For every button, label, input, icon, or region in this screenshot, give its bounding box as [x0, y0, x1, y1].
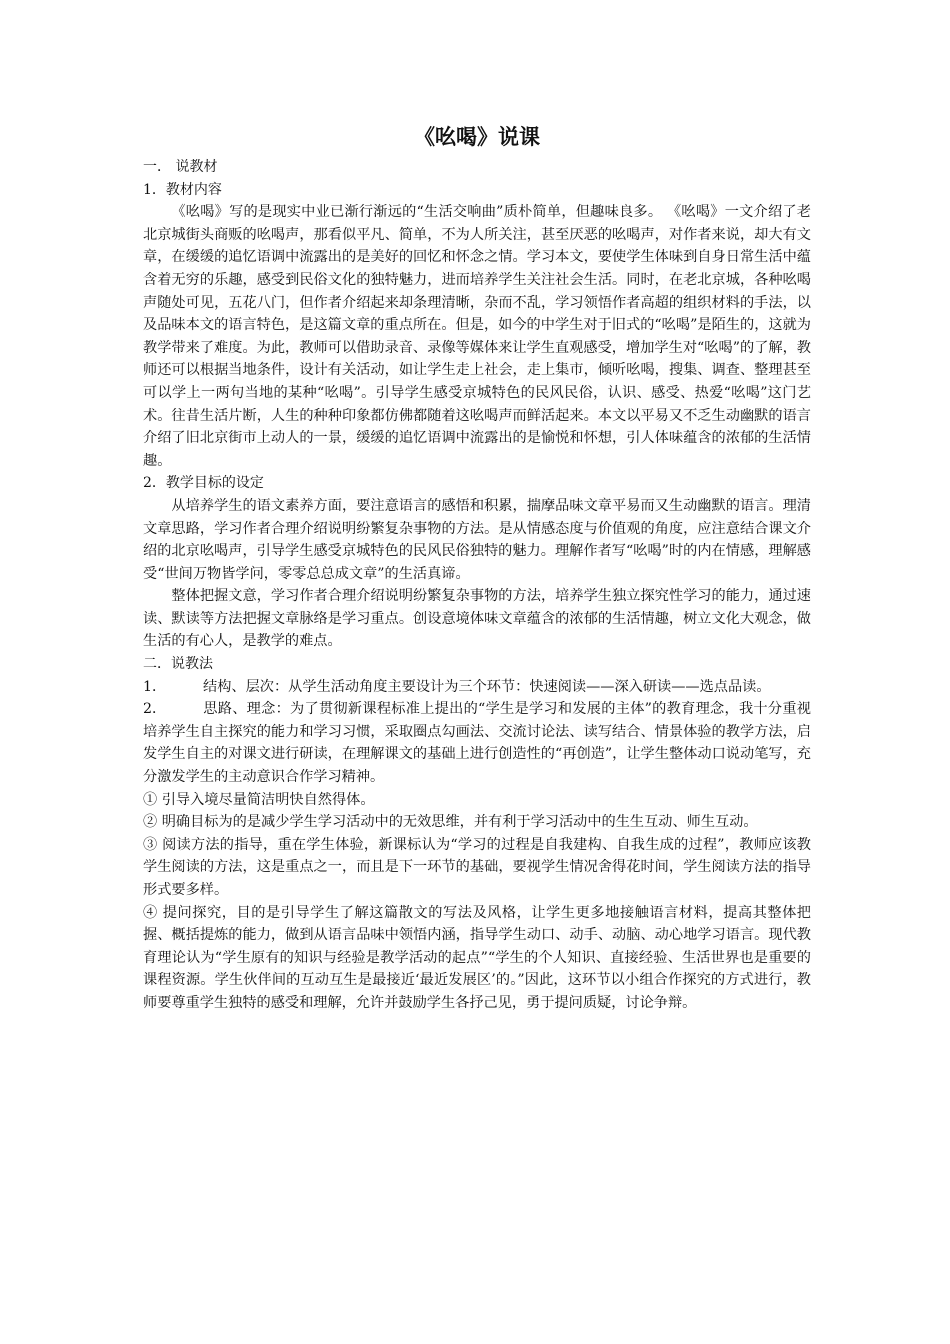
section-heading-method: 二．说教法 — [143, 656, 213, 673]
subheading-content: 1．教材内容 — [143, 181, 222, 198]
method-item-1 — [143, 676, 811, 699]
method-item-2 — [143, 698, 811, 788]
item-number: 1． — [143, 678, 167, 695]
item-text: 结构、层次：从学生活动角度主要设计为三个环节：快速阅读——深入研读——选点品读。 — [203, 678, 771, 695]
item-text: 思路、理念：为了贯彻新课程标准上提出的“学生是学习和发展的主体”的教育理念，我十分重视培养学生自主探究的能力和学习习惯，采取圈点勾画法、交流讨论法、读写结合、情景体验的教学方法，启发学生自主的对课文进行研读，在理解课文的基础上进行创造性的“再创造”，让学生整体动口说动笔写，充分激发学生的主动意识合作学习精神。 — [143, 701, 811, 786]
circled-item-4: ④ 提问探究，目的是引导学生了解这篇散文的写法及风格，让学生更多地接触语言材料，提高其整体把握、概括提炼的能力，做到从语言品味中领悟内涵，指导学生动口、动手、动脑、动心地学习语言。现代教育理论认为“学生原有的知识与经验是教学活动的起点”“学生的个人知识、直接经验、生活世界也是重要的课程资源。学生伙伴间的互动互生是最接近‘最近发展区’的。”因此，这环节以小组合作探究的方式进行，教师要尊重学生独特的感受和理解，允许并鼓励学生各抒己见，勇于提问质疑，讨论争辩。 — [143, 904, 811, 1011]
paragraph-content: 《吆喝》写的是现实中业已渐行渐远的“生活交响曲”质朴简单，但趣味良多。 《吆喝》一文介绍了老北京城街头商贩的吆喝声，那看似平凡、简单，不为人所关注，甚至厌恶的吆喝声，对作者来说，却大有文章，在缓缓的追忆语调中流露出的是美好的回忆和怀念之情。学习本文，要使学生体味到自身日常生活中蕴含着无穷的乐趣，感受到民俗文化的独特魅力，进而培养学生关注社会生活。同时，在老北京城，各种吆喝声随处可见，五花八门，但作者介绍起来却条理清晰，杂而不乱，学习领悟作者高超的组织材料的手法，以及品味本文的语言特色，是这篇文章的重点所在。但是，如今的中学生对于旧式的“吆喝”是陌生的，这就为教学带来了难度。为此，教师可以借助录音、录像等媒体来让学生直观感受，增加学生对“吆喝”的了解，教师还可以根据当地条件，设计有关活动，如让学生走上社会，走上集市，倾听吆喝，搜集、调查、整理甚至可以学上一两句当地的某种“吆喝”。引导学生感受京城特色的民风民俗，认识、感受、热爱“吆喝”这门艺术。往昔生活片断，人生的种种印象都仿佛都随着这吆喝声而鲜活起来。本文以平易又不乏生动幽默的语言介绍了旧北京街市上动人的一景，缓缓的追忆语调中流露出的是愉悦和怀想，引人体味蕴含的浓郁的生活情趣。 — [143, 204, 812, 469]
page-title: 《吆喝》说课 — [414, 125, 540, 149]
item-number: 2． — [143, 701, 167, 718]
circled-item-1: ① 引导入境尽量简洁明快自然得体。 — [143, 791, 375, 808]
paragraph-goals: 从培养学生的语文素养方面，要注意语言的感悟和积累，揣摩品味文章平易而又生动幽默的语言。理清文章思路，学习作者合理介绍说明纷繁复杂事物的方法。是从情感态度与价值观的角度，应注意结合课文介绍的北京吆喝声，引导学生感受京城特色的民风民俗独特的魅力。理解作者写“吆喝”时的内在情感，理解感受“世间万物皆学问，零零总总成文章”的生活真谛。 — [143, 497, 811, 582]
paragraph-focus: 整体把握文意，学习作者合理介绍说明纷繁复杂事物的方法，培养学生独立探究性学习的能力，通过速读、默读等方法把握文章脉络是学习重点。创设意境体味文章蕴含的浓郁的生活情趣，树立文化大观念，做生活的有心人，是教学的难点。 — [143, 588, 811, 650]
circled-item-3: ③ 阅读方法的指导，重在学生体验，新课标认为“学习的过程是自我建构、自我生成的过程”，教师应该教学生阅读的方法，这是重点之一，而且是下一环节的基础，要视学生情况舍得花时间，学生阅读方法的指导形式要多样。 — [143, 836, 811, 898]
subheading-goals: 2．教学目标的设定 — [143, 475, 264, 492]
circled-item-2: ② 明确目标为的是减少学生学习活动中的无效思维，并有利于学习活动中的生生互动、师生互动。 — [143, 814, 758, 831]
document-page — [143, 118, 811, 1015]
section-heading-textbook: 一． 说教材 — [143, 159, 218, 175]
